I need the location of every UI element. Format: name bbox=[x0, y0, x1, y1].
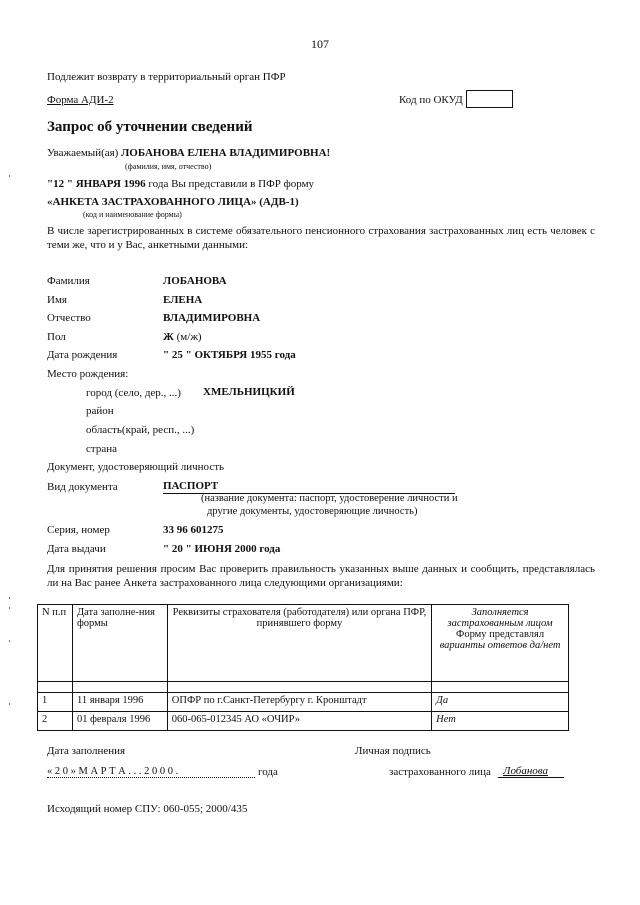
outgoing-number: Исходящий номер СПУ: 060-055; 2000/435 bbox=[47, 803, 248, 815]
row-org: ОПФР по г.Санкт-Петербургу г. Кронштадт bbox=[167, 693, 431, 712]
header-fill bbox=[432, 605, 569, 682]
country-label: страна bbox=[86, 443, 117, 455]
okud-label: Код по ОКУД bbox=[399, 94, 463, 106]
document-type-label: Вид документа bbox=[47, 481, 118, 493]
sex-value: Ж bbox=[163, 331, 174, 343]
signature-value[interactable]: Лобанова bbox=[503, 765, 548, 777]
header-num: N п.п bbox=[38, 605, 73, 682]
id-document-label: Документ, удостоверяющий личность bbox=[47, 461, 225, 473]
form-code: Форма АДИ-2 bbox=[47, 94, 114, 106]
district-label: район bbox=[86, 405, 114, 417]
document-type-caption-1: (название документа: паспорт, удостоверение личности и bbox=[201, 493, 458, 504]
region-label: область(край, респ., ...) bbox=[86, 424, 195, 436]
issue-date-value: " 20 " ИЮНЯ 2000 года bbox=[163, 543, 281, 555]
birthplace-label: Место рождения: bbox=[47, 368, 129, 380]
series-label: Серия, номер bbox=[47, 524, 110, 536]
submission-form-name: «АНКЕТА ЗАСТРАХОВАННОГО ЛИЦА» (АДВ-1) bbox=[47, 196, 299, 208]
return-note: Подлежит возврату в территориальный орган ПФР bbox=[47, 71, 286, 83]
request-paragraph: Для принятия решения просим Вас проверить правильность указанных выше данных и сообщить, представлялась ли на Вас ранее Анкета застрахованного лица следующими организациями: bbox=[47, 563, 595, 589]
submission-text: года Вы представили в ПФР форму bbox=[148, 178, 315, 190]
okud-field[interactable] bbox=[466, 90, 513, 108]
table-row bbox=[38, 693, 569, 712]
scan-edge-mark bbox=[9, 597, 10, 599]
greeting-caption: (фамилия, имя, отчество) bbox=[125, 162, 212, 171]
city-label: город (село, дер., ...) bbox=[86, 387, 181, 399]
table-spacer-row bbox=[38, 682, 569, 693]
submission-line bbox=[47, 178, 314, 190]
birth-date-label: Дата рождения bbox=[47, 349, 118, 361]
scan-edge-mark bbox=[9, 175, 10, 177]
intro-paragraph: В числе зарегистрированных в системе обязательного пенсионного страхования застрахованных лиц есть человек с теми же, что и у Вас, анкетными данными: bbox=[47, 225, 595, 251]
series-value: 33 96 601275 bbox=[163, 524, 224, 536]
document-type-value: ПАСПОРТ bbox=[163, 480, 219, 492]
signature-underline bbox=[498, 777, 564, 778]
scan-edge-mark bbox=[9, 607, 10, 609]
signature-owner: застрахованного лица bbox=[389, 766, 491, 778]
fill-date-label: Дата заполнения bbox=[47, 745, 126, 757]
greeting-name: ЛОБАНОВА ЕЛЕНА ВЛАДИМИРОВНА! bbox=[121, 147, 331, 159]
issue-date-label: Дата выдачи bbox=[47, 543, 106, 555]
signature-label: Личная подпись bbox=[355, 745, 431, 757]
row-num: 2 bbox=[38, 712, 73, 731]
header-details: Реквизиты страхователя (работодателя) или органа ПФР, принявшего форму bbox=[167, 605, 431, 682]
table-row bbox=[38, 712, 569, 731]
document-type-caption-2: другие документы, удостоверяющие личность) bbox=[207, 506, 418, 517]
scan-edge-mark bbox=[9, 703, 10, 705]
row-num: 1 bbox=[38, 693, 73, 712]
greeting-line bbox=[47, 147, 330, 159]
name-label: Имя bbox=[47, 294, 67, 306]
table-header-row bbox=[38, 605, 569, 682]
surname-label: Фамилия bbox=[47, 275, 90, 287]
submissions-table bbox=[37, 604, 569, 731]
sex-line bbox=[163, 331, 202, 343]
row-date: 01 февраля 1996 bbox=[72, 712, 167, 731]
row-answer[interactable]: Да bbox=[432, 693, 569, 712]
surname-value: ЛОБАНОВА bbox=[163, 275, 227, 287]
page-number: 107 bbox=[311, 37, 329, 51]
header-fill-title: Заполняется застрахованным лицом bbox=[447, 607, 553, 629]
row-org: 060-065-012345 АО «ОЧИР» bbox=[167, 712, 431, 731]
sex-hint: (м/ж) bbox=[176, 331, 202, 343]
fill-date-year-suffix: года bbox=[258, 766, 278, 778]
birth-date-value: " 25 " ОКТЯБРЯ 1955 года bbox=[163, 349, 296, 361]
header-fill-subtitle: Форму представлял bbox=[456, 629, 545, 640]
sex-label: Пол bbox=[47, 331, 66, 343]
name-value: ЕЛЕНА bbox=[163, 294, 203, 306]
row-date: 11 января 1996 bbox=[72, 693, 167, 712]
submission-day: "12 " bbox=[47, 178, 73, 190]
row-answer[interactable]: Нет bbox=[432, 712, 569, 731]
greeting-prefix: Уважаемый(ая) bbox=[47, 147, 119, 159]
fill-date-underline bbox=[47, 777, 255, 779]
patronymic-label: Отчество bbox=[47, 312, 91, 324]
scan-edge-mark bbox=[9, 640, 10, 642]
city-value: ХМЕЛЬНИЦКИЙ bbox=[203, 386, 295, 398]
submission-month-year: ЯНВАРЯ 1996 bbox=[75, 178, 146, 190]
header-date: Дата заполне-ния формы bbox=[72, 605, 167, 682]
submission-form-caption: (код и наименование формы) bbox=[83, 210, 182, 219]
fill-date-value[interactable]: « 2 0 » М А Р Т А . . . 2 0 0 0 . bbox=[47, 766, 179, 777]
patronymic-value: ВЛАДИМИРОВНА bbox=[163, 312, 261, 324]
header-fill-options: варианты ответов да/нет bbox=[439, 640, 561, 651]
document-title: Запрос об уточнении сведений bbox=[47, 119, 253, 135]
